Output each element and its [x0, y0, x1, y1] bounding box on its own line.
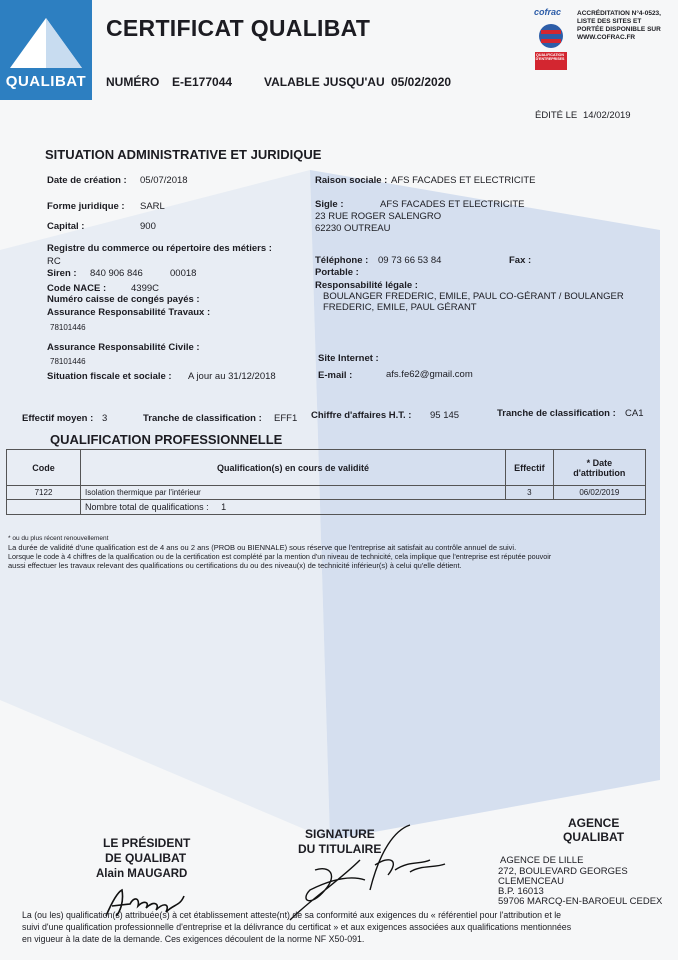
signature-line2: DU TITULAIRE: [298, 842, 382, 856]
logo-text: QUALIBAT: [5, 73, 87, 90]
responsabilite-line1: BOULANGER FREDERIC, EMILE, PAUL CO-GÉRANT / BOULANGER: [323, 291, 624, 302]
registre-label: Registre du commerce ou répertoire des métiers :: [47, 243, 272, 254]
footnote-3: Lorsque le code à 4 chiffres de la qualification ou de la certification est complété par la mention d'un niveau de technicité, cela implique que l'entreprise est réputée pouvoir: [8, 552, 552, 561]
row-label: Isolation thermique par l'intérieur: [81, 486, 506, 500]
situation-fiscale-label: Situation fiscale et sociale :: [47, 371, 172, 382]
email-label: E-mail :: [318, 370, 353, 381]
ca-label: Chiffre d'affaires H.T. :: [311, 410, 412, 421]
cofrac-text: ACCRÉDITATION N°4-0523, LISTE DES SITES ET PORTÉE DISPONIBLE SUR WWW.COFRAC.FR: [577, 10, 661, 41]
tranche1-label: Tranche de classification :: [143, 413, 262, 424]
assurance-travaux-value: 78101446: [50, 323, 86, 332]
tranche2-value: CA1: [625, 408, 644, 419]
col-date-header: [553, 450, 645, 486]
col-qualification-header: Qualification(s) en cours de validité: [81, 450, 506, 486]
footnote-1: * ou du plus récent renouvellement: [8, 535, 109, 542]
telephone-value: 09 73 66 53 84: [378, 255, 442, 266]
nace-value: 4399C: [131, 283, 159, 294]
raison-sociale-value: AFS FACADES ET ELECTRICITE: [391, 175, 536, 186]
footnote-2: La durée de validité d'une qualification est de 4 ans ou 2 ans (PROB ou BIENNALE) sous réserve que l'entreprise ait satisfait au contrôle annuel de suivi.: [8, 543, 517, 552]
qualibat-logo: [0, 0, 92, 100]
cofrac-logo-text: cofrac: [534, 7, 562, 17]
agence-addr2: 272, BOULEVARD GEORGES: [498, 866, 628, 877]
ca-value: 95 145: [430, 410, 460, 421]
raison-sociale-label: Raison sociale :: [315, 175, 388, 186]
agence-line2: QUALIBAT: [563, 830, 625, 844]
edite-value: 14/02/2019: [583, 110, 631, 121]
certificate-title: CERTIFICAT QUALIBAT: [106, 15, 371, 41]
site-label: Site Internet :: [318, 353, 379, 364]
valable-label: VALABLE JUSQU'AU: [264, 75, 385, 89]
total-value: 1: [221, 502, 227, 512]
situation-heading: SITUATION ADMINISTRATIVE ET JURIDIQUE: [45, 147, 322, 162]
cofrac-logo: [532, 6, 570, 74]
table-total-row: [7, 500, 646, 515]
table-header-row: [7, 450, 646, 486]
agence-addr5: 59706 MARCQ-EN-BAROEUL CEDEX: [498, 896, 663, 907]
president-line1: LE PRÉSIDENT: [103, 836, 191, 850]
col-code-header: Code: [7, 450, 81, 486]
assurance-travaux-label: Assurance Responsabilité Travaux :: [47, 307, 211, 318]
total-label: Nombre total de qualifications :: [85, 502, 209, 512]
col-effectif-header: Effectif: [506, 450, 554, 486]
agence-line1: AGENCE: [568, 816, 620, 830]
tranche2-label: Tranche de classification :: [497, 408, 616, 419]
row-effectif: 3: [506, 486, 554, 500]
cofrac-sub: QUALIFICATION D'ENTREPRISES: [535, 53, 565, 61]
numero-label: NUMÉRO: [106, 75, 160, 89]
assurance-civile-label: Assurance Responsabilité Civile :: [47, 342, 200, 353]
email-value: afs.fe62@gmail.com: [386, 369, 473, 380]
qualification-heading: QUALIFICATION PROFESSIONNELLE: [50, 432, 283, 447]
siren-value: 840 906 846: [90, 268, 143, 279]
nace-label: Code NACE :: [47, 283, 107, 294]
signature-line1: SIGNATURE: [305, 827, 375, 841]
date-creation-value: 05/07/2018: [140, 175, 188, 186]
numero-value: E-E177044: [172, 75, 233, 89]
col-date-header-line1: * Date: [586, 457, 613, 468]
sigle-value: AFS FACADES ET ELECTRICITE: [380, 199, 525, 210]
siren-suffix: 00018: [170, 268, 197, 279]
legal-line2: suivi d'une qualification professionnelle d'entreprise et la délivrance du certificat » et aux exigences associées aux qualifications mentionnées: [22, 922, 572, 932]
valable-value: 05/02/2020: [391, 75, 452, 89]
telephone-label: Téléphone :: [315, 255, 369, 266]
fax-label: Fax :: [509, 255, 532, 266]
address-line1: 23 RUE ROGER SALENGRO: [315, 211, 442, 222]
agence-addr4: B.P. 16013: [498, 886, 544, 897]
effectif-label: Effectif moyen :: [22, 413, 94, 424]
siren-label: Siren :: [47, 268, 77, 279]
date-creation-label: Date de création :: [47, 175, 127, 186]
address-line2: 62230 OUTREAU: [315, 223, 391, 234]
forme-juridique-label: Forme juridique :: [47, 201, 125, 212]
portable-label: Portable :: [315, 267, 359, 278]
agence-addr3: CLEMENCEAU: [498, 876, 564, 887]
agence-addr1: AGENCE DE LILLE: [500, 855, 584, 866]
qualification-table: [6, 449, 646, 515]
row-date: 06/02/2019: [553, 486, 645, 500]
responsabilite-line2: FREDERIC, EMILE, PAUL GÉRANT: [323, 302, 477, 313]
table-row: [7, 486, 646, 500]
legal-line3: en vigueur à la date de la demande. Ces exigences découlent de la norme NF X50-091.: [22, 934, 365, 944]
sigle-label: Sigle :: [315, 199, 344, 210]
capital-value: 900: [140, 221, 156, 232]
total-cell: [81, 500, 646, 515]
legal-line1: La (ou les) qualification(s) attribuée(s) à cet établissement atteste(nt) de sa conformité aux exigences du « référentiel pour l'attribution et le: [22, 910, 562, 920]
effectif-value: 3: [102, 413, 108, 424]
row-code: 7122: [7, 486, 81, 500]
footnote-4: aussi effectuer les travaux relevant des qualifications ou certifications du ou des niveau(x) de technicité inférieur(s) à celui qu'elle détient.: [8, 561, 462, 570]
president-line2: DE QUALIBAT: [105, 851, 187, 865]
registre-value: RC: [47, 256, 61, 267]
forme-juridique-value: SARL: [140, 201, 165, 212]
caisse-label: Numéro caisse de congés payés :: [47, 294, 200, 305]
col-date-header-line2: d'attribution: [573, 467, 626, 478]
assurance-civile-value: 78101446: [50, 357, 86, 366]
capital-label: Capital :: [47, 221, 85, 232]
responsabilite-label: Responsabilité légale :: [315, 280, 418, 291]
president-name: Alain MAUGARD: [96, 868, 188, 880]
edite-label: ÉDITÉ LE: [535, 110, 578, 121]
triangle-logo-icon: [0, 6, 92, 76]
situation-fiscale-value: A jour au 31/12/2018: [188, 371, 276, 382]
tranche1-value: EFF1: [274, 413, 298, 424]
